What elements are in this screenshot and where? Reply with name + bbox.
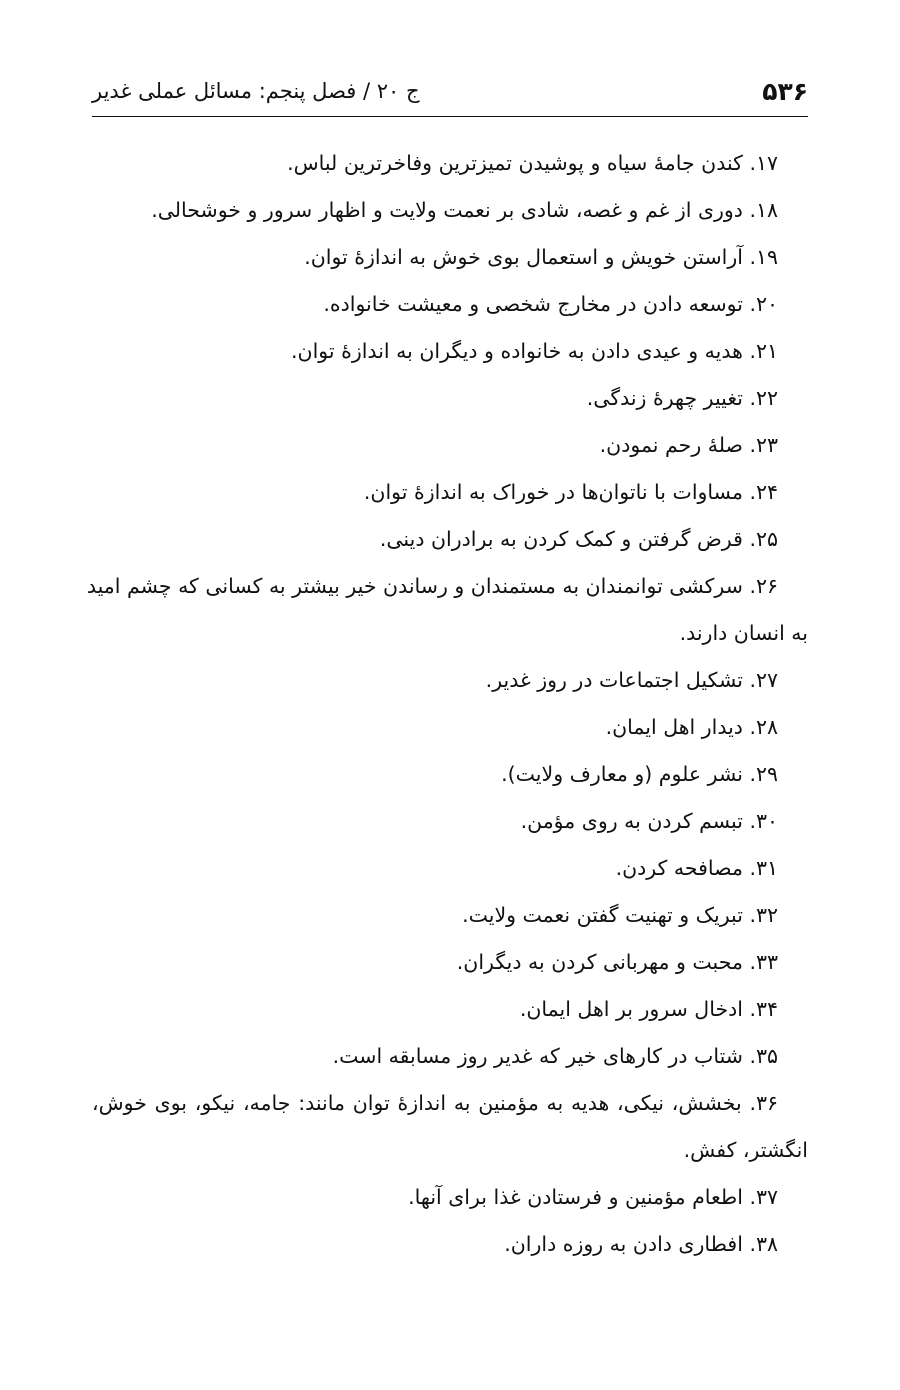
page-header xyxy=(92,70,808,112)
list-item: ۲۰. توسعه دادن در مخارج شخصی و معیشت خانواده. xyxy=(323,292,778,316)
running-title: ج ۲۰ / فصل پنجم: مسائل عملی غدیر xyxy=(92,79,420,103)
list-item-line: ۲۶. سرکشی توانمندان به مستمندان و رساندن خیر بیشتر به کسانی که چشم امید xyxy=(86,574,778,598)
list-item-multiline xyxy=(92,1080,808,1174)
list-item: ۳۲. تبریک و تهنیت گفتن نعمت ولایت. xyxy=(462,903,778,927)
list-item: ۳۵. شتاب در کارهای خیر که غدیر روز مسابقه است. xyxy=(332,1044,778,1068)
list-item: ۲۴. مساوات با ناتوان‌ها در خوراک به اندازۀ توان. xyxy=(363,480,778,504)
list-item-line: به انسان دارند. xyxy=(679,621,808,645)
list-item: ۳۷. اطعام مؤمنین و فرستادن غذا برای آنها. xyxy=(408,1185,778,1209)
list-item: ۱۷. کندن جامۀ سیاه و پوشیدن تمیزترین وفاخرترین لباس. xyxy=(287,151,778,175)
list-item: ۲۲. تغییر چهرۀ زندگی. xyxy=(586,386,778,410)
list-item: ۳۴. ادخال سرور بر اهل ایمان. xyxy=(519,997,778,1021)
numbered-list xyxy=(86,140,808,1268)
list-item: ۲۵. قرض گرفتن و کمک کردن به برادران دینی. xyxy=(379,527,778,551)
list-item: ۲۸. دیدار اهل ایمان. xyxy=(605,715,778,739)
list-item: ۲۹. نشر علوم (و معارف ولایت). xyxy=(501,762,778,786)
list-item: ۳۳. محبت و مهربانی کردن به دیگران. xyxy=(456,950,778,974)
list-item: ۱۹. آراستن خویش و استعمال بوی خوش به اندازۀ توان. xyxy=(304,245,778,269)
header-divider xyxy=(92,116,808,117)
list-item: ۲۱. هدیه و عیدی دادن به خانواده و دیگران به اندازۀ توان. xyxy=(291,339,778,363)
list-item: ۲۳. صلۀ رحم نمودن. xyxy=(599,433,778,457)
list-item: ۳۰. تبسم کردن به روی مؤمن. xyxy=(520,809,778,833)
list-item: ۲۷. تشکیل اجتماعات در روز غدیر. xyxy=(485,668,778,692)
list-item-line: انگشتر، کفش. xyxy=(683,1138,808,1162)
list-item-multiline xyxy=(86,563,808,657)
list-item: ۳۱. مصافحه کردن. xyxy=(615,856,778,880)
page-number: ۵۳۶ xyxy=(762,76,808,106)
list-item-line: ۳۶. بخشش، نیکی، هدیه به مؤمنین به اندازۀ توان مانند: جامه، نیکو، بوی خوش، xyxy=(92,1091,778,1115)
list-item: ۱۸. دوری از غم و غصه، شادی بر نعمت ولایت و اظهار سرور و خوشحالی. xyxy=(151,198,778,222)
list-item: ۳۸. افطاری دادن به روزه داران. xyxy=(504,1232,778,1256)
